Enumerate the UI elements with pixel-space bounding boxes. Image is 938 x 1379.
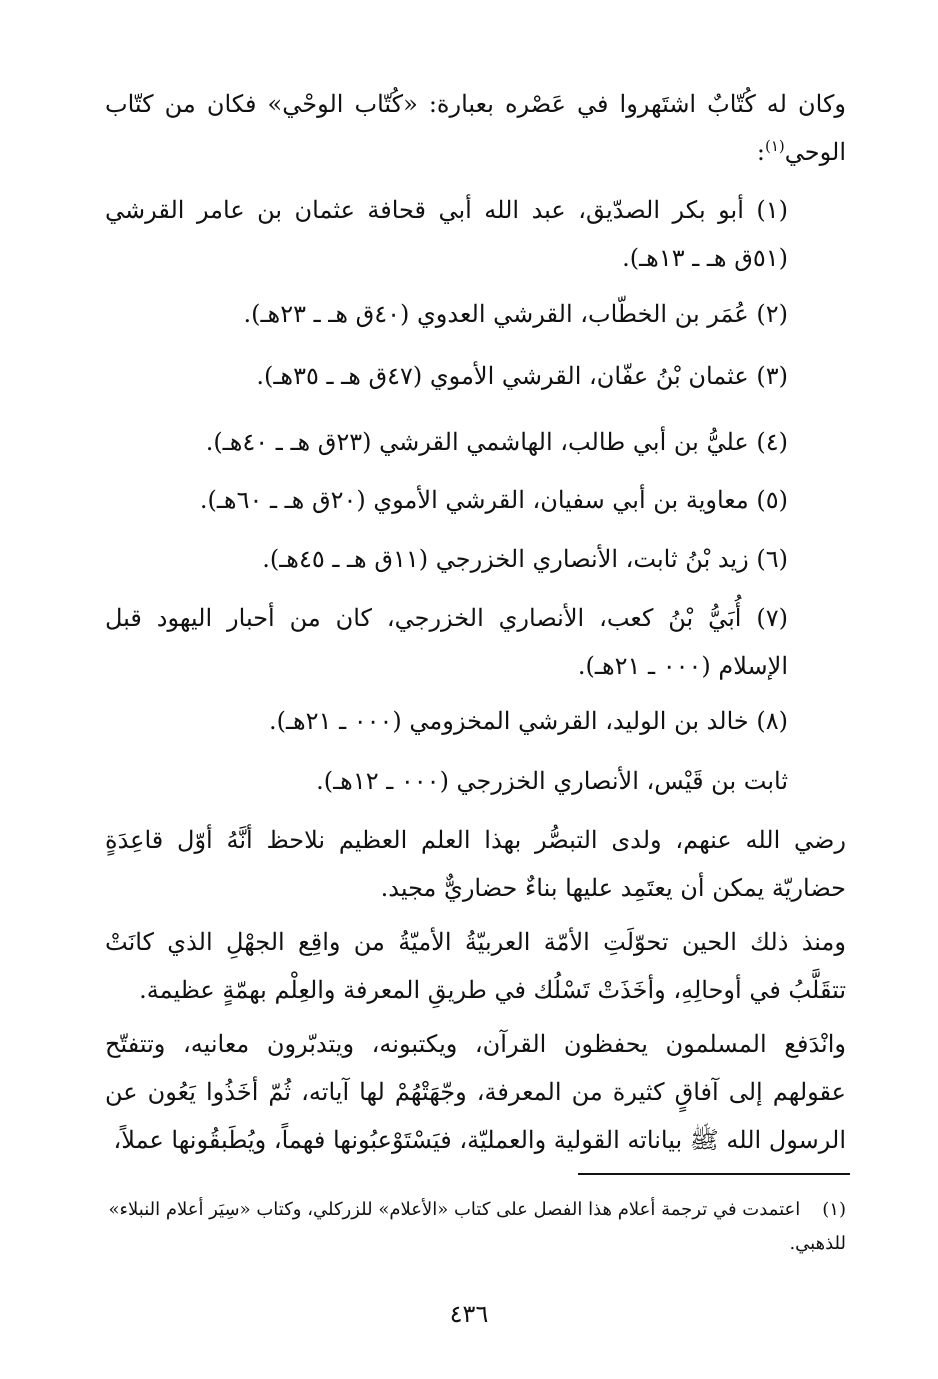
body-paragraph-2: ومنذ ذلك الحين تحوّلَتِ الأمّة العربيّةُ الأميّةُ من واقِع الجهْلِ الذي كانَتْ تتقَلَّبُ في أوحالِهِ، وأخَذَتْ تَسْلُك في طريقِ المعرفة والعِلْم بهمّةٍ عظيمة. [105,928,846,1004]
footnote-divider [578,1173,850,1175]
list-item-2: (٢) عُمَر بن الخطّاب، القرشي العدوي (٤٠ق هـ ـ ٢٣هـ). [243,300,788,328]
list-item-6: (٦) زيد بْنُ ثابت، الأنصاري الخزرجي (١١ق هـ ـ ٤٥هـ). [262,545,788,573]
list-item-1: (١) أبو بكر الصدّيق، عبد الله أبي قحافة عثمان بن عامر القرشي (٥١ق هـ ـ ١٣هـ). [105,196,788,272]
list-item-7: (٧) أُبَيُّ بْنُ كعب، الأنصاري الخزرجي، كان من أحبار اليهود قبل الإسلام (٠٠٠ ـ ٢١هـ). [105,604,788,680]
list-item-4: (٤) عليُّ بن أبي طالب، الهاشمي القرشي (٢٣ق هـ ـ ٤٠هـ). [205,428,788,456]
footnote [105,1193,846,1261]
intro-text: وكان له كُتّابٌ اشتَهروا في عَصْره بعبارة: «كُتّاب الوحْي» فكان من كتّاب الوحي [105,90,846,166]
list-item-3: (٣) عثمان بْنُ عفّان، القرشي الأموي (٤٧ق هـ ـ ٣٥هـ). [256,362,788,390]
footnote-text: اعتمدت في ترجمة أعلام هذا الفصل على كتاب «الأعلام» للزركلي، وكتاب «سِيَر أعلام النبلاء» للذهبي. [108,1199,846,1254]
list-item-8: (٨) خالد بن الوليد، القرشي المخزومي (٠٠٠ ـ ٢١هـ). [268,707,788,735]
intro-colon: : [756,138,765,166]
body-paragraph-3: وانْدَفع المسلمون يحفظون القرآن، ويكتبونه، ويتدبّرون معانيه، وتتفتّح عقولهم إلى آفاقٍ كثيرة من المعرفة، وجّهَتْهُمْ لها آياته، ثُمّ أخَذُوا يَعُون عن الرسول الله ﷺ بياناته القولية والعمليّة، فيَسْتَوْعبُونها فهماً، ويُطَبقُونها عملاً، [105,1030,846,1154]
footnote-reference[interactable]: (١) [765,137,785,155]
intro-paragraph [105,80,846,176]
body-paragraph-1: رضي الله عنهم، ولدى التبصُّر بهذا العلم العظيم نلاحظ أنَّهُ أوّل قاعِدَةٍ حضاريّة يمكن أن يعتَمِد عليها بناءٌ حضاريٌّ مجيد. [105,826,846,902]
list-item-9: ثابت بن قَيْس، الأنصاري الخزرجي (٠٠٠ ـ ١٢هـ). [316,767,788,795]
page-number: ٤٣٦ [449,1300,489,1328]
footnote-number: (١) [822,1199,846,1220]
list-item-5: (٥) معاوية بن أبي سفيان، القرشي الأموي (٢٠ق هـ ـ ٦٠هـ). [199,486,788,514]
